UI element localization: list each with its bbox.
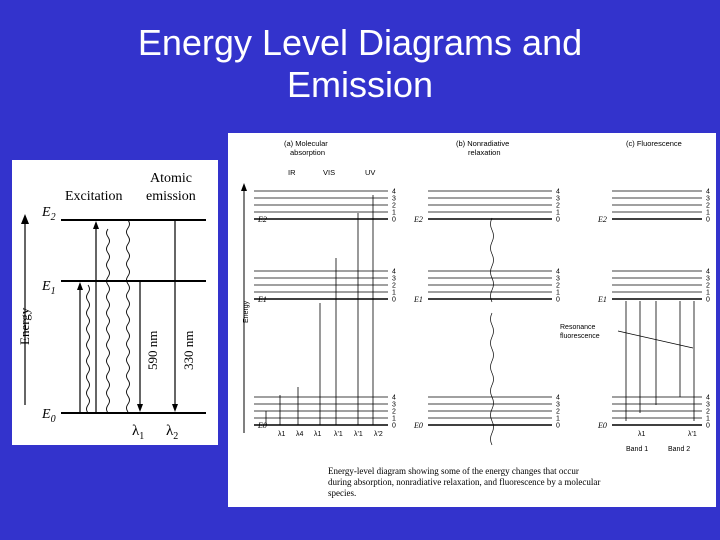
region-uv-label: UV [365, 168, 376, 177]
resonance-label-1: Resonance [560, 324, 596, 331]
relaxation-wave-upper [491, 218, 494, 302]
panel-b-title-1: (b) Nonradiative [456, 139, 510, 148]
resonance-pointer [618, 331, 693, 348]
vib-number-c-e1-4: 4 [706, 268, 710, 276]
vib-number-b-e1-0: 0 [556, 296, 560, 304]
vib-number-b-e0-1: 1 [556, 415, 560, 423]
panel-a-title-2: absorption [290, 148, 326, 157]
level-label-a-e1: E1 [258, 295, 267, 304]
vib-number-b-e0-3: 3 [556, 401, 560, 409]
slide-title [0, 22, 720, 106]
lambda-a-3: λ1 [314, 431, 322, 438]
energy-axis-arrowhead [21, 214, 29, 224]
emission-arrowhead-330 [172, 404, 178, 412]
vib-number-a-e0-0: 0 [392, 422, 396, 430]
level-label-b-e2: E2 [414, 215, 423, 224]
excitation-arrowhead-e2 [93, 221, 99, 229]
level-e0-label: $E_0$ [42, 407, 56, 425]
resonance-label-2: fluorescence [560, 333, 600, 340]
emission-arrowhead-590 [137, 404, 143, 412]
lambda-c-2: λ'1 [688, 431, 697, 438]
level-e1-label: $E_1$ [42, 279, 56, 297]
lambda-1-label: $\lambda_1$ [132, 423, 145, 442]
vib-number-c-e1-2: 2 [706, 282, 710, 290]
vib-number-b-e1-3: 3 [556, 275, 560, 283]
molecular-energy-axis-arrowhead [241, 183, 247, 191]
level-label-c-e2: E2 [598, 215, 607, 224]
atomic-label: Atomic [150, 171, 192, 186]
vib-number-a-e2-2: 2 [392, 202, 396, 210]
vibrational-level-sets [254, 189, 710, 431]
energy-axis-label: Energy [17, 307, 32, 345]
absorption-arrows [266, 195, 373, 425]
page-number: 54 [663, 481, 677, 493]
level-label-c-e1: E1 [598, 295, 607, 304]
excitation-wave-e1 [87, 285, 90, 413]
slide-title-line-1: Energy Level Diagrams and [137, 22, 583, 63]
vib-number-a-e2-1: 1 [392, 209, 396, 217]
lambda-a-6: λ'2 [374, 431, 383, 438]
vib-number-a-e2-0: 0 [392, 216, 396, 224]
vib-number-b-e2-0: 0 [556, 216, 560, 224]
level-label-b-e0: E0 [414, 421, 423, 430]
molecular-energy-diagram [228, 133, 716, 507]
molecular-energy-diagram-svg [228, 133, 716, 507]
panel-b-title-2: relaxation [468, 148, 501, 157]
emission-wave [127, 220, 130, 412]
lambda-a-2: λ4 [296, 431, 304, 438]
region-vis-label: VIS [323, 168, 336, 177]
vib-number-b-e2-4: 4 [556, 188, 560, 196]
caption-line-2: during absorption, nonradiative relaxation, and fluorescence by a molecular [328, 477, 601, 487]
panel-a-title-1: (a) Molecular [284, 139, 328, 148]
lambda-a-5: λ'1 [354, 431, 363, 438]
band-2-label: Band 2 [668, 446, 691, 453]
excitation-arrowhead-e1 [77, 282, 83, 290]
vib-number-b-e2-2: 2 [556, 202, 560, 210]
vib-number-c-e0-1: 1 [706, 415, 710, 423]
excitation-wave-e2 [107, 229, 110, 413]
level-label-b-e1: E1 [414, 295, 423, 304]
caption-line-1: Energy-level diagram showing some of the energy changes that occur [328, 466, 579, 476]
level-label-c-e0: E0 [598, 421, 607, 430]
atomic-energy-diagram [12, 160, 218, 445]
vib-number-c-e1-1: 1 [706, 289, 710, 297]
wavelength-590-label: 590 nm [145, 330, 160, 370]
wavelength-330-label: 330 nm [181, 330, 196, 370]
fluorescence-arrows [626, 301, 694, 421]
level-label-a-e2: E2 [258, 215, 267, 224]
vib-number-b-e2-1: 1 [556, 209, 560, 217]
level-e2-label: $E_2$ [42, 205, 56, 223]
vib-number-a-e0-3: 3 [392, 401, 396, 409]
vib-number-a-e0-1: 1 [392, 415, 396, 423]
panel-a-lambda-labels [278, 431, 383, 438]
vib-number-c-e1-0: 0 [706, 296, 710, 304]
vib-number-a-e1-4: 4 [392, 268, 396, 276]
vib-number-c-e1-3: 3 [706, 275, 710, 283]
vib-number-b-e0-2: 2 [556, 408, 560, 416]
caption-line-3: species. [328, 488, 357, 498]
vib-number-a-e2-3: 3 [392, 195, 396, 203]
emission-label: emission [146, 189, 196, 204]
vib-number-a-e0-2: 2 [392, 408, 396, 416]
vib-number-c-e2-3: 3 [706, 195, 710, 203]
panel-c-title: (c) Fluorescence [626, 139, 682, 148]
vib-number-b-e1-1: 1 [556, 289, 560, 297]
vib-number-c-e2-1: 1 [706, 209, 710, 217]
vib-number-b-e1-2: 2 [556, 282, 560, 290]
vib-number-a-e1-0: 0 [392, 296, 396, 304]
lambda-c-1: λ1 [638, 431, 646, 438]
vib-number-b-e0-4: 4 [556, 394, 560, 402]
vib-number-a-e1-1: 1 [392, 289, 396, 297]
vib-number-b-e2-3: 3 [556, 195, 560, 203]
vib-number-b-e0-0: 0 [556, 422, 560, 430]
lambda-a-4: λ'1 [334, 431, 343, 438]
region-ir-label: IR [288, 168, 296, 177]
vib-number-c-e0-2: 2 [706, 408, 710, 416]
lambda-a-1: λ1 [278, 431, 286, 438]
atomic-energy-diagram-svg [12, 160, 218, 445]
vib-number-c-e0-0: 0 [706, 422, 710, 430]
vib-number-c-e2-0: 0 [706, 216, 710, 224]
vib-number-a-e1-2: 2 [392, 282, 396, 290]
molecular-energy-axis-label: Energy [243, 300, 250, 323]
level-label-a-e0: E0 [258, 421, 267, 430]
vib-number-c-e2-2: 2 [706, 202, 710, 210]
vib-number-a-e2-4: 4 [392, 188, 396, 196]
vib-number-b-e1-4: 4 [556, 268, 560, 276]
vib-number-a-e1-3: 3 [392, 275, 396, 283]
vib-number-c-e2-4: 4 [706, 188, 710, 196]
band-1-label: Band 1 [626, 446, 649, 453]
lambda-2-label: $\lambda_2$ [166, 423, 179, 442]
vib-number-c-e0-4: 4 [706, 394, 710, 402]
slide-title-line-2: Emission [286, 64, 434, 105]
excitation-label: Excitation [65, 189, 123, 204]
vib-number-a-e0-4: 4 [392, 394, 396, 402]
vib-number-c-e0-3: 3 [706, 401, 710, 409]
